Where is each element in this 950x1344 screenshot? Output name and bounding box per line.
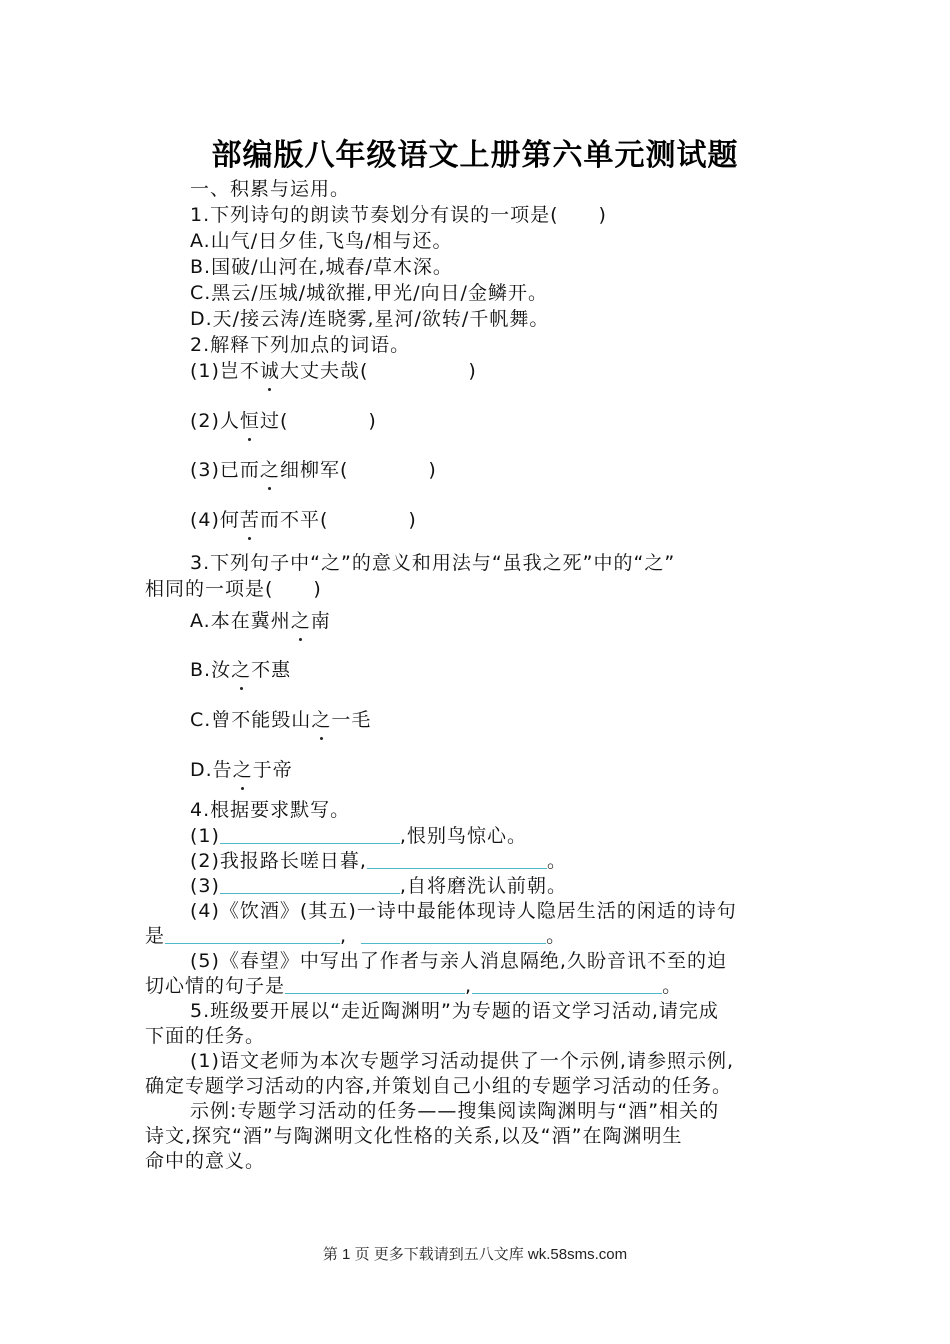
q4-item-4-line2: 是 , 。	[145, 925, 567, 947]
q4-item-5-line1: (5)《春望》中写出了作者与亲人消息隔绝,久盼音讯不至的迫	[190, 950, 727, 972]
q3-stem-line2: 相同的一项是( )	[145, 578, 322, 600]
q4-item-1: (1) ,恨别鸟惊心。	[190, 825, 527, 847]
q5-line1: 5.班级要开展以“走近陶渊明”为专题的语文学习活动,请完成	[190, 1000, 719, 1022]
emphasized-char: 之	[311, 709, 332, 731]
q3-option-d: D.告之于帝	[190, 759, 293, 781]
q5-line2: 下面的任务。	[145, 1025, 266, 1047]
answer-blank[interactable]	[472, 973, 662, 994]
page-title: 部编版八年级语文上册第六单元测试题	[211, 138, 739, 173]
answer-blank[interactable]	[367, 848, 547, 869]
q1-option-d: D.天/接云涛/连晓雾,星河/欲转/千帆舞。	[190, 308, 550, 330]
q3-option-c: C.曾不能毁山之一毛	[190, 709, 372, 731]
q5-line6: 诗文,探究“酒”与陶渊明文化性格的关系,以及“酒”在陶渊明生	[145, 1125, 683, 1147]
emphasized-char: 之	[290, 610, 311, 632]
q1-option-b: B.国破/山河在,城春/草木深。	[190, 256, 453, 278]
q2-stem: 2.解释下列加点的词语。	[190, 334, 411, 356]
answer-blank[interactable]	[220, 873, 400, 894]
answer-blank[interactable]	[165, 923, 340, 944]
q5-line5: 示例:专题学习活动的任务——搜集阅读陶渊明与“酒”相关的	[190, 1100, 720, 1122]
emphasized-char: 之	[231, 659, 252, 681]
answer-blank[interactable]	[220, 823, 400, 844]
answer-blank[interactable]	[285, 973, 465, 994]
q2-item-4: (4)何苦而不平( )	[190, 509, 417, 531]
section-heading: 一、积累与运用。	[190, 178, 351, 200]
q2-item-3: (3)已而之细柳军( )	[190, 459, 437, 481]
q5-line4: 确定专题学习活动的内容,并策划自己小组的专题学习活动的任务。	[145, 1075, 733, 1097]
q1-option-c: C.黑云/压城/城欲摧,甲光/向日/金鳞开。	[190, 282, 548, 304]
emphasized-char: 诚	[259, 360, 280, 382]
q1-stem: 1.下列诗句的朗读节奏划分有误的一项是( )	[190, 204, 607, 226]
q2-item-2: (2)人恒过( )	[190, 410, 377, 432]
q3-stem-line1: 3.下列句子中“之”的意义和用法与“虽我之死”中的“之”	[190, 552, 676, 574]
emphasized-char: 恒	[239, 410, 260, 432]
emphasized-char: 之	[232, 759, 253, 781]
q2-item-1: (1)岂不诚大丈夫哉( )	[190, 360, 477, 382]
page-footer: 第 1 页 更多下载请到五八文库 wk.58sms.com	[322, 1246, 628, 1263]
q4-item-4-line1: (4)《饮酒》(其五)一诗中最能体现诗人隐居生活的闲适的诗句	[190, 900, 737, 922]
q5-line3: (1)语文老师为本次专题学习活动提供了一个示例,请参照示例,	[190, 1050, 734, 1072]
emphasized-char: 之	[259, 459, 280, 481]
q3-option-b: B.汝之不惠	[190, 659, 292, 681]
q4-item-2: (2)我报路长嗟日暮, 。	[190, 850, 567, 872]
q4-item-5-line2: 切心情的句子是 , 。	[145, 975, 683, 997]
q4-stem: 4.根据要求默写。	[190, 799, 351, 821]
q3-option-a: A.本在冀州之南	[190, 610, 331, 632]
answer-blank[interactable]	[361, 923, 546, 944]
q4-item-3: (3) ,自将磨洗认前朝。	[190, 875, 567, 897]
emphasized-char: 苦	[239, 509, 260, 531]
q5-line7: 命中的意义。	[145, 1150, 266, 1172]
q1-option-a: A.山气/日夕佳,飞鸟/相与还。	[190, 230, 453, 252]
